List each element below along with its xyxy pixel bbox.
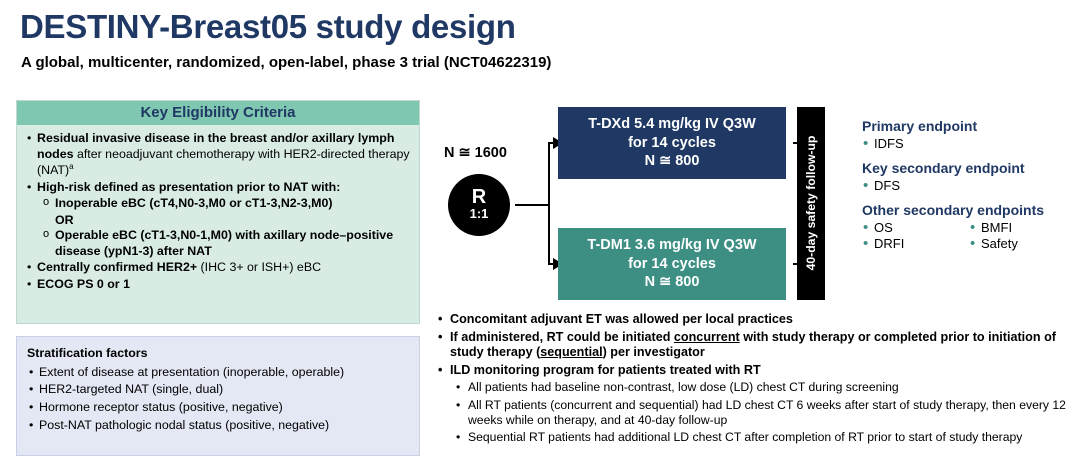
eligibility-item-bold: Centrally confirmed HER2+ <box>37 260 198 275</box>
endpoint-group-key-secondary <box>862 160 1076 193</box>
note-underline-sequential: sequential <box>540 345 603 360</box>
eligibility-subitem <box>25 228 411 259</box>
endpoint-group-other-secondary <box>862 202 1076 252</box>
page-title: DESTINY-Breast05 study design <box>20 8 516 45</box>
note-text-c: ) per investigator <box>602 345 705 360</box>
arm-line-3: N ≅ 800 <box>644 274 700 291</box>
note-item: • Concomitant adjuvant ET was allowed per local practices <box>436 312 1076 328</box>
arm-line-2: for 14 cycles <box>628 134 716 151</box>
eligibility-header: Key Eligibility Criteria <box>17 101 419 125</box>
endpoint-columns <box>862 220 1076 252</box>
footnote-marker: a <box>69 162 74 171</box>
study-notes <box>436 312 1076 447</box>
arm-line-1: T-DXd 5.4 mg/kg IV Q3W <box>588 116 756 133</box>
eligibility-subitem-bold: Inoperable eBC (cT4,N0-3,M0 or cT1-3,N2-3,M0) <box>55 196 333 211</box>
safety-followup-label: 40-day safety follow-up <box>804 135 818 270</box>
stratification-title: Stratification factors <box>27 346 148 360</box>
treatment-arm-tdm1 <box>558 228 786 300</box>
eligibility-item <box>25 277 411 293</box>
eligibility-item-bold: High-risk defined as presentation prior to NAT with: <box>37 179 341 194</box>
randomization-node <box>448 174 510 236</box>
randomization-ratio: 1:1 <box>469 206 489 221</box>
total-enrollment-label: N ≅ 1600 <box>444 145 507 161</box>
endpoint-group-primary <box>862 118 1076 151</box>
eligibility-item-bold: ECOG PS 0 or 1 <box>37 276 130 291</box>
note-text-a: If administered, RT could be initiated <box>450 329 674 344</box>
note-text-b: with study therapy or completed prior to initiation of study therapy ( <box>450 329 1056 360</box>
endpoint-item: • DRFI <box>862 236 969 251</box>
eligibility-item-bold: Residual invasive disease in the breast and/or axillary lymph nodes <box>37 131 395 161</box>
note-subitem: • Sequential RT patients had additional LD chest CT after completion of RT prior to start of study therapy <box>436 430 1076 445</box>
arm-line-3: N ≅ 800 <box>644 153 700 170</box>
endpoint-heading: Other secondary endpoints <box>862 202 1045 218</box>
arm-line-1: T-DM1 3.6 mg/kg IV Q3W <box>587 237 757 254</box>
randomization-letter: R <box>471 186 487 208</box>
arm-line-2: for 14 cycles <box>628 255 716 272</box>
eligibility-item <box>25 260 411 276</box>
endpoint-heading: Key secondary endpoint <box>862 160 1025 176</box>
endpoint-item: • OS <box>862 220 969 235</box>
endpoint-item: • DFS <box>862 178 1076 193</box>
eligibility-item <box>25 131 411 179</box>
treatment-arm-tdxd <box>558 107 786 179</box>
eligibility-item-rest: (IHC 3+ or ISH+) eBC <box>197 260 322 275</box>
stratification-factors-box <box>16 336 420 456</box>
page-subtitle: A global, multicenter, randomized, open-label, phase 3 trial (NCT04622319) <box>21 54 552 71</box>
note-item: • ILD monitoring program for patients treated with RT <box>436 363 1076 379</box>
endpoint-item: • Safety <box>969 236 1076 251</box>
endpoint-item: • IDFS <box>862 136 1076 151</box>
endpoint-item: • BMFI <box>969 220 1076 235</box>
eligibility-criteria-box <box>16 100 420 324</box>
endpoint-column-right <box>969 220 1076 252</box>
safety-followup-bar <box>797 107 825 300</box>
stratification-item: • Extent of disease at presentation (inoperable, operable) <box>27 364 409 381</box>
note-subitem: • All patients had baseline non-contrast, low dose (LD) chest CT during screening <box>436 380 1076 395</box>
stratification-item: • HER2-targeted NAT (single, dual) <box>27 381 409 398</box>
eligibility-subitem-or: OR <box>55 212 74 227</box>
endpoints-panel <box>862 118 1076 261</box>
eligibility-item <box>25 180 411 196</box>
eligibility-subitem <box>25 196 411 212</box>
stratification-item: • Post-NAT pathologic nodal status (positive, negative) <box>27 417 409 434</box>
note-underline-concurrent: concurrent <box>673 329 740 344</box>
eligibility-subitem-bold: Operable eBC (cT1-3,N0-1,M0) with axillary node–positive disease (ypN1-3) after NAT <box>55 228 394 258</box>
note-subitem: • All RT patients (concurrent and sequential) had LD chest CT 6 weeks after start of study therapy, then every 12 weeks while on therapy, and at 40-day follow-up <box>436 398 1076 428</box>
eligibility-list <box>17 125 419 292</box>
note-item-rt <box>436 330 1076 361</box>
stratification-item: • Hormone receptor status (positive, negative) <box>27 399 409 416</box>
eligibility-item-rest: after neoadjuvant chemotherapy with HER2-directed therapy (NAT) <box>37 146 410 178</box>
endpoint-heading: Primary endpoint <box>862 118 978 134</box>
endpoint-column-left <box>862 220 969 252</box>
